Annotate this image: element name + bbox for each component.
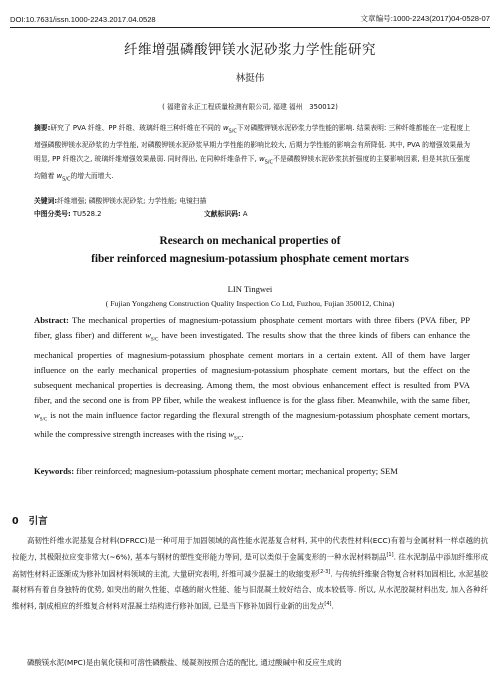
doc-code-label: 文献标识码: [204,210,241,218]
article-id-text: 文章编号:1000-2243(2017)04-0528-07 [360,14,490,23]
water-cement-subscript: S/C [39,417,48,423]
english-abstract-label: Abstract: [34,315,69,325]
class-number-label: 中图分类号: [34,210,71,218]
english-abstract-part-1: The mechanical properties of magnesium-potassium phosphate cement mortars with three fibers (PVA fiber, PP fiber, glass fiber) and different [34,315,470,340]
doc-code-value: A [242,210,248,218]
water-cement-symbol: w [222,124,229,132]
english-affiliation: ( Fujian Yongzheng Construction Quality Inspection Co Ltd, Fuzhou, Fujian 350012, China) [105,299,395,308]
intro-text-b: . 往水泥制品中添加纤维形成高韧性材料正逐渐成为修补加固材料领域的主流, 大量研究表明, 纤维可减少混凝土的收缩变形 [12,552,488,579]
english-abstract [34,313,470,447]
reference-1: [1] [386,552,394,559]
intro-text-d: . [331,601,334,611]
english-abstract-part-4: . [241,429,244,440]
english-abstract-part-2: have been investigated. The results show that the three kinds of fibers can enhance the mechanical properties of magnesium-potassium phosphate cement mortars in a certain extent. All of them have larger influence on the early mechanical properties of magnesium-potassium phosphate cement mortars, but the effect on the subsequent mechanical properties is decreasing. Among them, the most obvious enhancement effect is resulted from PVA fiber, and the second one is from PP fiber, while the weakest influence is for the glass fiber. Meanwhile, with the same fiber, [34,330,470,405]
class-number-value: TU528.2 [72,210,102,218]
intro-text-a: 高韧性纤维水泥基复合材料(DFRCC)是一种可用于加固领域的高性能水泥基复合材料, 其中的代表性材料(ECC)有着与金属材料一样卓越的抗拉能力, 其极限拉应变非常大(~6%), 基本与钢材的塑性变形能力等同, 是可以类似于金属变形的一种水泥材料制品 [12,536,488,562]
english-keywords-text: fiber reinforced; magnesium-potassium phosphate cement mortar; mechanical property; SEM [74,466,398,476]
chinese-author: 林挺伟 [235,73,265,84]
chinese-keywords-label: 关键词: [34,197,58,205]
reference-2-3: [2-3] [318,568,331,575]
water-cement-symbol: w [34,409,40,420]
english-abstract-part-3: is not the main influence factor regarding the flexural strength of the magnesium-potassium phosphate cement mortars, while the compressive strength increases with the rising [34,409,470,440]
section-number: 0 [12,516,19,527]
section-heading-introduction [12,513,48,527]
water-cement-subscript: S/C [150,337,159,343]
chinese-abstract-part-1: 研究了 PVA 纤维、PP 纤维、玻璃纤维三种纤维在不同的 [50,124,223,132]
chinese-abstract-part-3: 不是磷酸钾镁水泥砂浆抗折强度的主要影响因素, 但是其抗压强度均随着 [34,154,470,180]
chinese-title: 纤维增强磷酸钾镁水泥砂浆力学性能研究 [124,42,376,58]
english-title-line-1: Research on mechanical properties of [159,235,341,247]
section-title: 引言 [28,516,48,527]
intro-text-c: . 与传统纤维聚合物复合材料加固相比, 水泥基胶凝材料有着自身独特的优势, 如突出的耐久性能、卓越的耐火性能、能与旧混凝土较好结合、成本较低等. 所以, 从水泥胶凝材料出发, 加入各种纤维材料, 制成相应的纤维复合材料对混凝土结构进行修补加固, 已是当下修补加固行业新的出发点 [12,569,489,611]
water-cement-symbol: w [145,330,151,340]
english-keywords [34,464,470,479]
chinese-abstract [34,122,470,186]
water-cement-subscript: S/C [234,437,242,443]
water-cement-subscript: S/C [62,175,71,182]
chinese-abstract-part-2: 下对磷酸钾镁水泥砂浆力学性能的影响. 结果表明: 三种纤维都能在一定程度上增强磷酸钾镁水泥砂浆的力学性能, 对磷酸钾镁水泥砂浆早期力学性能的影响比较大, 后期力学性能的影响会有所降低. 其中, PVA 的增强效果最为明显, PP 纤维次之, 玻璃纤维增强效果最弱. 同时得出, 在同种纤维条件下, [34,124,471,163]
water-cement-subscript: S/C [228,128,237,135]
classification-row [34,208,470,221]
english-title-line-2: fiber reinforced magnesium-potassium phosphate cement mortars [91,253,409,265]
english-author: LIN Tingwei [227,284,273,294]
chinese-affiliation: ( 福建省永正工程质量检测有限公司, 福建 福州 350012) [162,103,338,111]
intro-paragraph-1 [12,533,488,613]
water-cement-symbol: w [259,154,265,163]
intro-paragraph-2: 磷酸镁水泥(MPC)是由氧化镁和可溶性磷酸盐、缓凝剂按照合适的配比, 通过酸碱中和反应生成的 [27,658,342,667]
english-keywords-label: Keywords: [34,466,75,476]
water-cement-symbol: w [228,429,235,440]
water-cement-subscript: S/C [264,158,273,165]
chinese-abstract-label: 摘要: [34,124,51,132]
chinese-keywords-text: 纤维增强; 磷酸钾镁水泥砂浆; 力学性能; 电镜扫描 [57,197,207,205]
chinese-keywords [34,195,470,208]
english-title [0,232,500,268]
running-header [10,6,490,28]
doi-text: DOI:10.7631/issn.1000-2243.2017.04.0528 [10,15,156,24]
water-cement-symbol: w [56,171,63,180]
reference-4: [4] [324,600,332,607]
chinese-abstract-part-4: 的增大而增大. [70,171,114,180]
